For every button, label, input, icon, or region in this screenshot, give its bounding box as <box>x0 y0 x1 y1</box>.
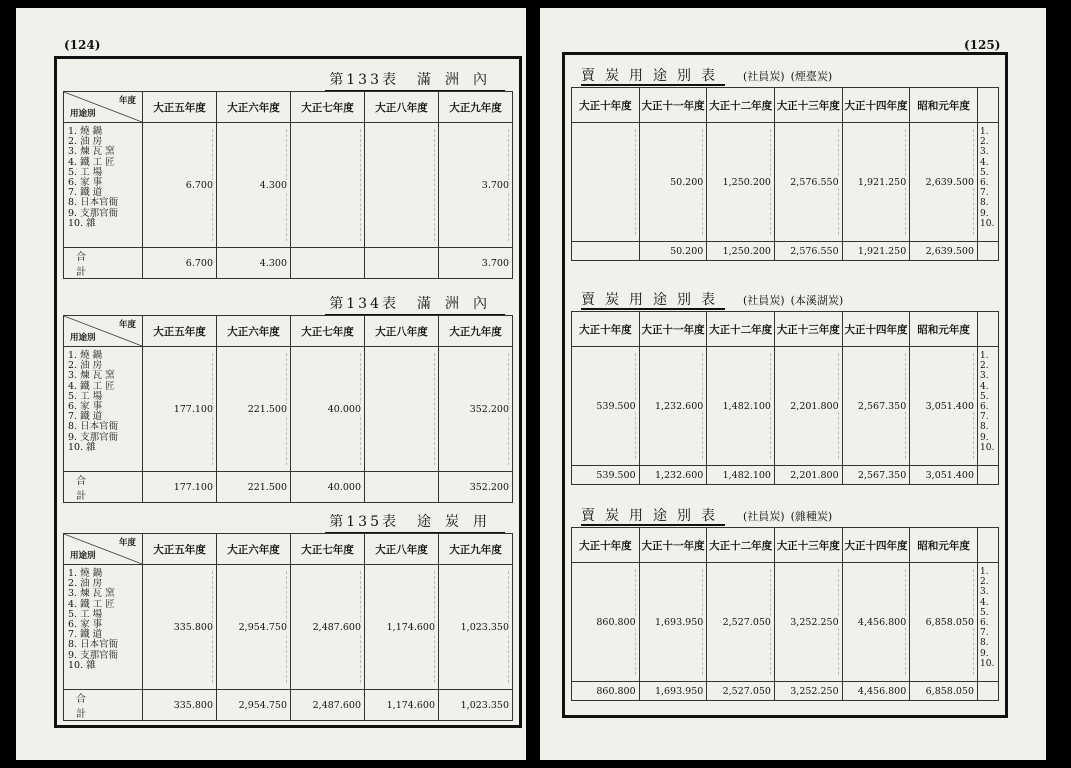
total-cell: 1,482.100 <box>707 466 775 485</box>
usage-labels <box>64 123 143 248</box>
value-text: 40.000 <box>327 403 361 415</box>
header-row <box>572 312 999 347</box>
year-header: 大正八年度 <box>365 316 439 347</box>
usage-label: 3. 煉 瓦 窯 <box>68 370 115 382</box>
value-text: 1,174.600 <box>386 621 435 633</box>
total-cell: 1,250.200 <box>707 242 775 261</box>
value-cell <box>291 123 365 248</box>
total-cell: 1,693.950 <box>639 682 707 701</box>
left-page <box>16 8 526 760</box>
row-index-item: 10. <box>980 218 995 229</box>
value-text: 1,023.350 <box>460 621 509 633</box>
usage-label: 8. 日本官衙 <box>68 197 119 209</box>
year-header: 大正五年度 <box>143 316 217 347</box>
value-cell <box>572 347 640 466</box>
usage-label: 4. 鐵 工 匠 <box>68 156 115 168</box>
value-cell <box>842 563 910 682</box>
row-index-item: 1. <box>980 127 989 137</box>
header-label-usage: 用途別 <box>70 333 96 343</box>
row-index <box>978 563 999 682</box>
row-index-item: 2. <box>980 361 989 372</box>
year-header: 大正十年度 <box>572 528 640 563</box>
value-cell <box>143 123 217 248</box>
value-text: 3.700 <box>481 179 509 191</box>
usage-label: 9. 支那官衙 <box>68 207 119 219</box>
usage-label: 6. 家 事 <box>68 401 103 413</box>
row-index-item: 6. <box>980 402 989 413</box>
total-cell: 2,201.800 <box>774 466 842 485</box>
value-text: 352.200 <box>469 403 509 415</box>
total-cell: 4.300 <box>217 248 291 279</box>
value-cell <box>639 563 707 682</box>
value-cell <box>774 563 842 682</box>
year-header: 大正六年度 <box>217 92 291 123</box>
usage-label: 3. 煉 瓦 窯 <box>68 146 115 158</box>
row-index-item: 3. <box>980 147 989 158</box>
usage-label: 2. 油 房 <box>68 578 103 590</box>
table-number: 第134表 <box>329 296 399 312</box>
table-134 <box>63 291 513 502</box>
row-index-item: 7. <box>980 628 989 639</box>
index-header <box>978 88 999 123</box>
year-header: 大正八年度 <box>365 534 439 565</box>
value-cell <box>639 123 707 242</box>
header-row <box>572 88 999 123</box>
row-index-item: 4. <box>980 597 989 608</box>
year-header: 大正十年度 <box>572 88 640 123</box>
total-cell: 352.200 <box>439 472 513 503</box>
value-text: 2,527.050 <box>722 616 771 628</box>
table-title <box>577 289 847 310</box>
value-cell <box>572 123 640 242</box>
year-header: 大正十二年度 <box>707 88 775 123</box>
total-cell: 1,921.250 <box>842 242 910 261</box>
data-row <box>64 565 513 690</box>
usage-labels <box>64 347 143 472</box>
total-index-cell <box>978 466 999 485</box>
total-cell: 860.800 <box>572 682 640 701</box>
year-header: 大正十三年度 <box>774 312 842 347</box>
usage-label: 3. 煉 瓦 窯 <box>68 588 115 600</box>
data-row <box>572 347 999 466</box>
row-index-item: 4. <box>980 381 989 392</box>
year-header: 大正五年度 <box>143 534 217 565</box>
year-header: 大正十四年度 <box>842 88 910 123</box>
row-index-item: 6. <box>980 618 989 629</box>
total-cell: 2,576.550 <box>774 242 842 261</box>
table-number: 第135表 <box>329 514 399 530</box>
table-remark-b: (雜種炭) <box>790 510 833 523</box>
year-header: 大正六年度 <box>217 534 291 565</box>
row-index-item: 3. <box>980 587 989 598</box>
value-cell <box>217 565 291 690</box>
total-cell: 3,252.250 <box>774 682 842 701</box>
total-cell <box>291 248 365 279</box>
value-text: 1,693.950 <box>654 616 704 628</box>
table-remark-a: (社員炭) <box>743 294 785 307</box>
row-index-item: 7. <box>980 188 989 199</box>
value-cell <box>639 347 707 466</box>
total-row <box>64 690 513 721</box>
header-label-year: 年度 <box>118 96 136 106</box>
table-remark-b: (本溪湖炭) <box>790 294 844 307</box>
value-text: 3,252.250 <box>790 616 839 628</box>
table-number: 第133表 <box>329 72 399 88</box>
year-header: 大正七年度 <box>291 92 365 123</box>
usage-label: 8. 日本官衙 <box>68 639 119 651</box>
table-subject: 滿洲內 <box>417 296 501 312</box>
year-header: 昭和元年度 <box>910 528 978 563</box>
data-row <box>64 123 513 248</box>
year-header: 大正九年度 <box>439 92 513 123</box>
value-text: 2,201.800 <box>790 400 839 412</box>
value-cell <box>910 563 978 682</box>
row-index-item: 2. <box>980 577 989 588</box>
data-table <box>63 315 513 503</box>
row-index-item: 3. <box>980 371 989 382</box>
value-text: 1,232.600 <box>654 400 704 412</box>
value-cell <box>291 347 365 472</box>
header-row <box>64 92 513 123</box>
year-header: 大正七年度 <box>291 534 365 565</box>
data-row <box>572 123 999 242</box>
year-header: 大正十二年度 <box>707 312 775 347</box>
usage-label: 9. 支那官衙 <box>68 431 119 443</box>
total-cell: 4,456.800 <box>842 682 910 701</box>
value-text: 2,954.750 <box>238 621 287 633</box>
year-header: 大正七年度 <box>291 316 365 347</box>
data-row <box>572 563 999 682</box>
year-header: 大正十四年度 <box>842 312 910 347</box>
value-cell <box>439 347 513 472</box>
value-text: 1,482.100 <box>722 400 771 412</box>
table-remark-a: (社員炭) <box>743 70 785 83</box>
usage-label: 5. 工 場 <box>68 166 103 178</box>
total-cell: 6.700 <box>143 248 217 279</box>
header-row <box>64 316 513 347</box>
data-table <box>571 87 999 261</box>
page-number-right: (125) <box>964 38 1001 52</box>
usage-label: 2. 油 房 <box>68 360 103 372</box>
data-row <box>64 347 513 472</box>
total-cell: 1,023.350 <box>439 690 513 721</box>
total-row <box>64 248 513 279</box>
header-label-year: 年度 <box>118 320 136 330</box>
value-text: 1,250.200 <box>722 176 771 188</box>
row-index <box>978 347 999 466</box>
value-cell <box>910 123 978 242</box>
row-index-item: 4. <box>980 157 989 168</box>
corner-header <box>64 316 143 347</box>
data-table <box>63 533 513 721</box>
value-text: 177.100 <box>173 403 213 415</box>
value-cell <box>774 347 842 466</box>
total-cell <box>365 472 439 503</box>
value-cell <box>365 347 439 472</box>
usage-label: 2. 油 房 <box>68 136 103 148</box>
row-index-item: 1. <box>980 567 989 577</box>
year-header: 大正十一年度 <box>639 528 707 563</box>
year-header: 昭和元年度 <box>910 88 978 123</box>
usage-label: 1. 燒 鍋 <box>68 126 103 137</box>
left-page-frame <box>54 56 522 728</box>
row-index-item: 1. <box>980 351 989 361</box>
value-cell <box>439 123 513 248</box>
total-cell: 177.100 <box>143 472 217 503</box>
table-remark-b: (煙臺炭) <box>790 70 833 83</box>
total-index-cell <box>978 682 999 701</box>
corner-header <box>64 534 143 565</box>
row-index-item: 7. <box>980 412 989 423</box>
table-title <box>325 69 505 92</box>
table-remark-a: (社員炭) <box>743 510 785 523</box>
value-cell <box>572 563 640 682</box>
total-cell: 40.000 <box>291 472 365 503</box>
value-cell <box>143 565 217 690</box>
total-row <box>572 242 999 261</box>
page-number-left: (124) <box>64 38 101 52</box>
total-cell: 2,487.600 <box>291 690 365 721</box>
total-index-cell <box>978 242 999 261</box>
usage-label: 9. 支那官衙 <box>68 649 119 661</box>
total-row <box>64 472 513 503</box>
value-text: 1,921.250 <box>857 176 907 188</box>
row-index-item: 8. <box>980 198 989 209</box>
usage-label: 10. 雜 <box>68 217 96 229</box>
value-cell <box>291 565 365 690</box>
table-subject: 途炭用 <box>417 514 501 530</box>
sales-table-misc <box>571 503 999 709</box>
table-title <box>325 293 505 316</box>
year-header: 大正十三年度 <box>774 88 842 123</box>
usage-label: 1. 燒 鍋 <box>68 350 103 361</box>
value-text: 2,639.500 <box>925 176 974 188</box>
total-cell: 2,567.350 <box>842 466 910 485</box>
usage-label: 10. 雜 <box>68 441 96 453</box>
value-text: 2,576.550 <box>790 176 839 188</box>
table-135 <box>63 509 513 719</box>
total-label: 合計 <box>64 690 143 721</box>
value-text: 6.700 <box>185 179 213 191</box>
value-cell <box>217 123 291 248</box>
total-cell: 2,527.050 <box>707 682 775 701</box>
year-header: 大正十四年度 <box>842 528 910 563</box>
value-cell <box>365 565 439 690</box>
usage-labels <box>64 565 143 690</box>
row-index-item: 6. <box>980 178 989 189</box>
value-cell <box>842 347 910 466</box>
sales-table-yentai <box>571 63 999 275</box>
year-header: 大正十一年度 <box>639 312 707 347</box>
header-row <box>64 534 513 565</box>
usage-label: 8. 日本官衙 <box>68 421 119 433</box>
usage-label: 5. 工 場 <box>68 390 103 402</box>
table-title-text: 賣炭用途別表 <box>581 68 725 84</box>
year-header: 大正九年度 <box>439 316 513 347</box>
value-cell <box>707 563 775 682</box>
usage-label: 4. 鐵 工 匠 <box>68 598 115 610</box>
sales-table-benxihu <box>571 287 999 493</box>
value-cell <box>707 347 775 466</box>
usage-label: 6. 家 事 <box>68 619 103 631</box>
total-cell: 50.200 <box>639 242 707 261</box>
value-cell <box>439 565 513 690</box>
year-header: 大正十三年度 <box>774 528 842 563</box>
table-title <box>577 505 836 526</box>
row-index-item: 9. <box>980 208 989 219</box>
total-row <box>572 466 999 485</box>
header-row <box>572 528 999 563</box>
total-cell: 1,174.600 <box>365 690 439 721</box>
total-cell: 3,051.400 <box>910 466 978 485</box>
value-cell <box>365 123 439 248</box>
total-cell: 221.500 <box>217 472 291 503</box>
usage-label: 7. 鐵 道 <box>68 629 103 641</box>
value-text: 4,456.800 <box>857 616 907 628</box>
value-text: 3,051.400 <box>925 400 974 412</box>
table-title-text: 賣炭用途別表 <box>581 508 725 524</box>
index-header <box>978 528 999 563</box>
year-header: 大正五年度 <box>143 92 217 123</box>
row-index-item: 2. <box>980 137 989 148</box>
right-page <box>540 8 1046 760</box>
value-text: 539.500 <box>596 400 636 412</box>
row-index-item: 9. <box>980 432 989 443</box>
total-cell <box>365 248 439 279</box>
usage-label: 1. 燒 鍋 <box>68 568 103 579</box>
usage-label: 5. 工 場 <box>68 608 103 620</box>
table-subject: 滿洲內 <box>417 72 501 88</box>
usage-label: 7. 鐵 道 <box>68 411 103 423</box>
usage-label: 6. 家 事 <box>68 177 103 189</box>
usage-label: 4. 鐵 工 匠 <box>68 380 115 392</box>
year-header: 大正十一年度 <box>639 88 707 123</box>
value-cell <box>774 123 842 242</box>
total-label: 合計 <box>64 248 143 279</box>
data-table <box>571 527 999 701</box>
total-cell: 335.800 <box>143 690 217 721</box>
value-text: 335.800 <box>173 621 213 633</box>
row-index-item: 10. <box>980 658 995 669</box>
year-header: 大正十年度 <box>572 312 640 347</box>
total-label: 合計 <box>64 472 143 503</box>
value-cell <box>707 123 775 242</box>
row-index-item: 10. <box>980 442 995 453</box>
header-label-year: 年度 <box>118 538 136 548</box>
row-index <box>978 123 999 242</box>
total-cell: 2,954.750 <box>217 690 291 721</box>
value-cell <box>842 123 910 242</box>
total-cell: 3.700 <box>439 248 513 279</box>
value-text: 50.200 <box>670 176 704 188</box>
row-index-item: 5. <box>980 391 989 402</box>
table-title-text: 賣炭用途別表 <box>581 292 725 308</box>
total-cell: 6,858.050 <box>910 682 978 701</box>
year-header: 昭和元年度 <box>910 312 978 347</box>
header-label-usage: 用途別 <box>70 551 96 561</box>
row-index-item: 5. <box>980 167 989 178</box>
year-header: 大正十二年度 <box>707 528 775 563</box>
data-table <box>571 311 999 485</box>
row-index-item: 9. <box>980 648 989 659</box>
value-text: 6,858.050 <box>925 616 974 628</box>
year-header: 大正六年度 <box>217 316 291 347</box>
index-header <box>978 312 999 347</box>
total-cell: 2,639.500 <box>910 242 978 261</box>
data-table <box>63 91 513 279</box>
value-text: 2,487.600 <box>312 621 361 633</box>
table-title <box>325 511 505 534</box>
row-index-item: 8. <box>980 422 989 433</box>
total-cell <box>572 242 640 261</box>
usage-label: 7. 鐵 道 <box>68 187 103 199</box>
total-cell: 1,232.600 <box>639 466 707 485</box>
year-header: 大正八年度 <box>365 92 439 123</box>
total-cell: 539.500 <box>572 466 640 485</box>
value-text: 4.300 <box>259 179 287 191</box>
table-133 <box>63 67 513 277</box>
value-cell <box>143 347 217 472</box>
row-index-item: 5. <box>980 607 989 618</box>
usage-label: 10. 雜 <box>68 659 96 671</box>
header-label-usage: 用途別 <box>70 109 96 119</box>
value-text: 860.800 <box>596 616 636 628</box>
row-index-item: 8. <box>980 638 989 649</box>
value-cell <box>217 347 291 472</box>
table-title <box>577 65 836 86</box>
right-page-frame <box>562 52 1008 718</box>
corner-header <box>64 92 143 123</box>
value-text: 2,567.350 <box>857 400 907 412</box>
value-cell <box>910 347 978 466</box>
value-text: 221.500 <box>247 403 287 415</box>
total-row <box>572 682 999 701</box>
year-header: 大正九年度 <box>439 534 513 565</box>
